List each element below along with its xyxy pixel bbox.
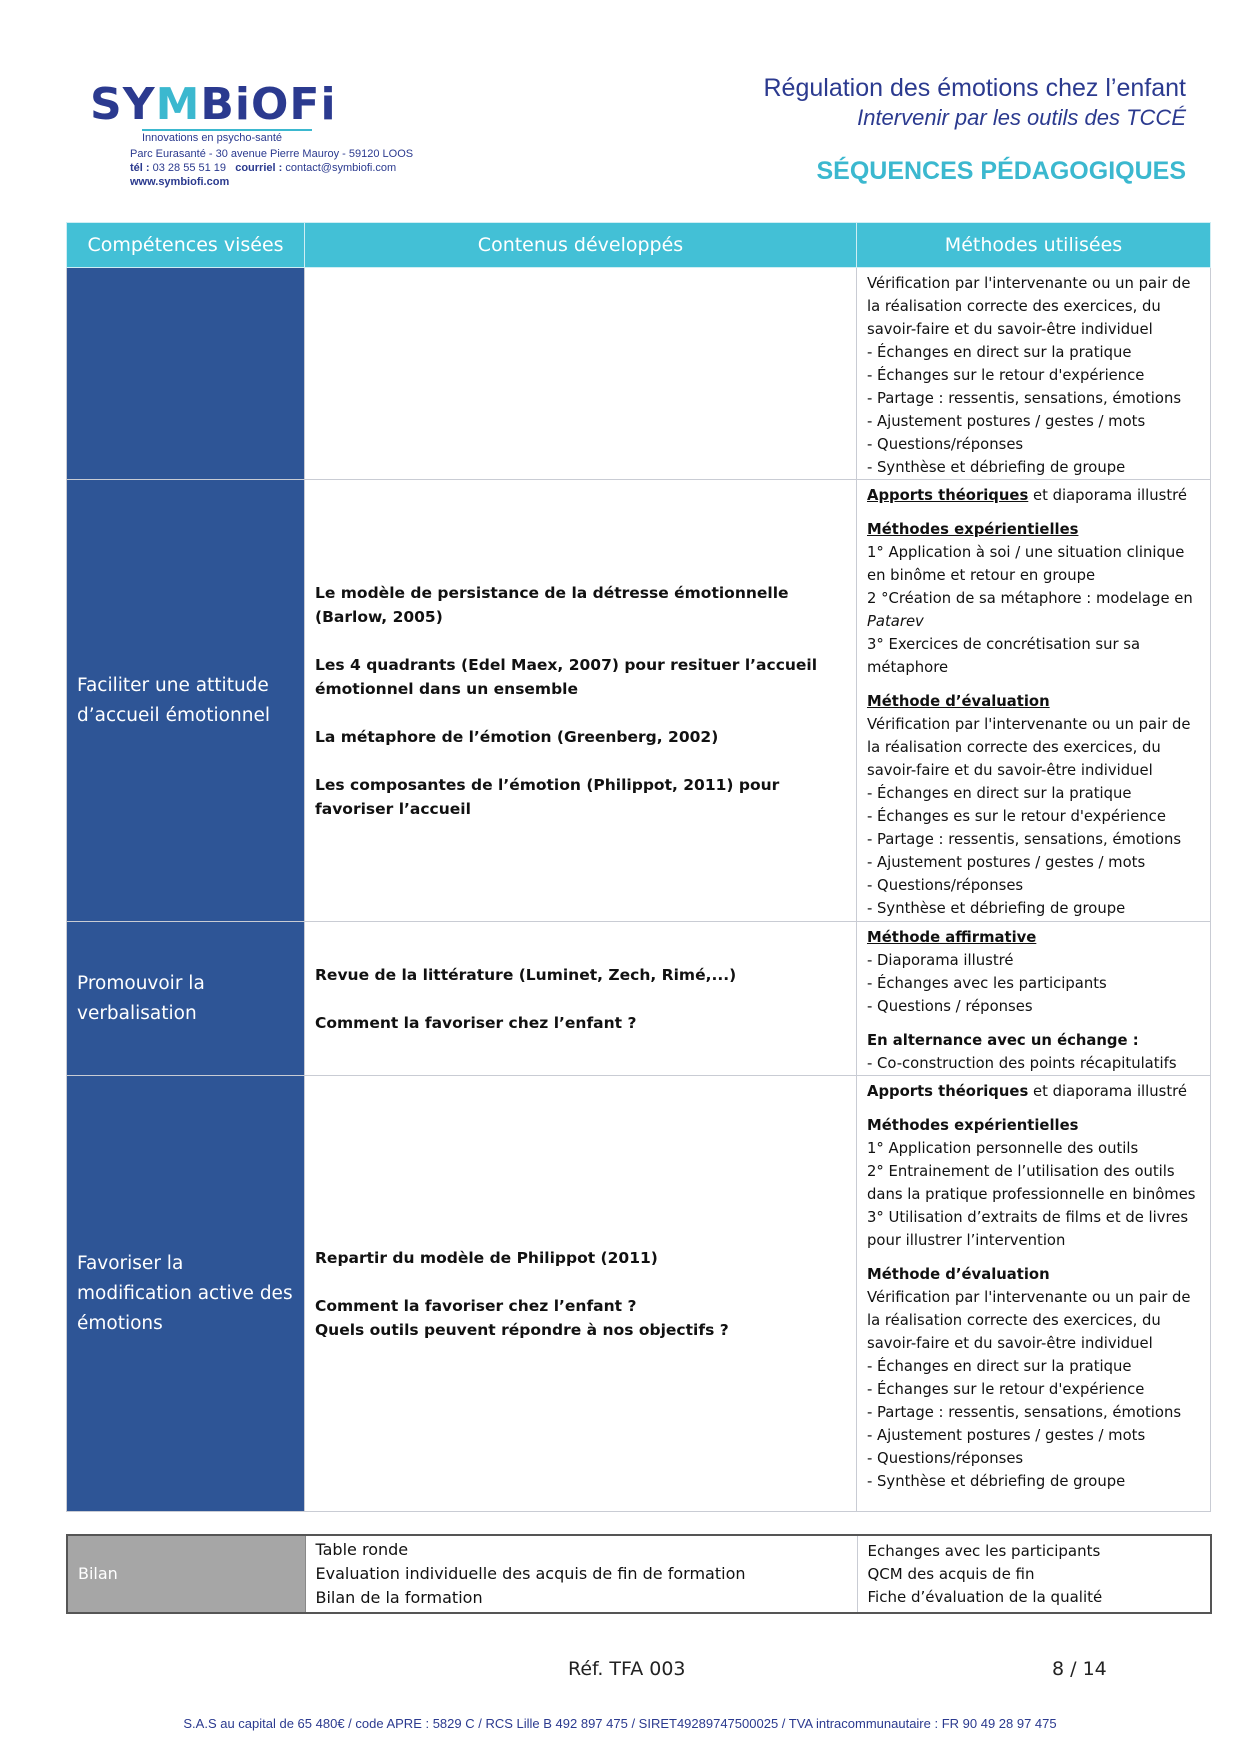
column-header-contenus: Contenus développés [305,223,857,268]
methods-cell: Vérification par l'intervenante ou un pair de la réalisation correcte des exercices, du savoir-faire et du savoir-être individuel - Échanges en direct sur la pratique - Échanges sur le retour d'expérience - Partage : ressentis, sensations, émotions - Ajustement postures / gestes / mots - Questions/réponses - Synthèse et débriefing de groupe [857,268,1211,480]
table-header-row [67,223,1211,268]
section-title: SÉQUENCES PÉDAGOGIQUES [816,157,1186,185]
document-subtitle: Intervenir par les outils des TCCÉ [857,105,1186,130]
bilan-label: Bilan [67,1535,305,1613]
table-row [67,268,1211,480]
logo-wordmark: SYMBiOFi [90,79,337,130]
document-title-block [764,74,1187,186]
methods-cell: Apports théoriques et diaporama illustré Méthodes expérientielles 1° Application à soi / une situation clinique en binôme et retour en groupe 2 °Création de sa métaphore : modelage en Patarev 3° Exercices de concrétisation sur sa métaphore Méthode d’évaluation Vérification par l'intervenante ou un pair de la réalisation correcte des exercices, du savoir-faire et du savoir-être individuel - Échanges en direct sur la pratique - Échanges es sur le retour d'expérience - Partage : ressentis, sensations, émotions - Ajustement postures / gestes / mots - Questions/réponses - Synthèse et débriefing de groupe [857,480,1211,922]
logo [90,79,450,146]
contents-cell [305,268,857,480]
table-row [67,480,1211,922]
website: www.symbiofi.com [130,176,230,188]
contents-cell: Repartir du modèle de Philippot (2011) Comment la favoriser chez l’enfant ? Quels outils peuvent répondre à nos objectifs ? [305,1076,857,1512]
competence-cell: Faciliter une attitude d’accueil émotionnel [67,480,305,922]
document-reference: Réf. TFA 003 [568,1658,686,1680]
column-header-competences: Compétences visées [67,223,305,268]
address-line: Parc Eurasanté - 30 avenue Pierre Mauroy - 59120 LOOS [130,148,414,160]
contents-cell: Revue de la littérature (Luminet, Zech, Rimé,...) Comment la favoriser chez l’enfant ? [305,922,857,1076]
legal-footer: S.A.S au capital de 65 480€ / code APRE : 5829 C / RCS Lille B 492 897 475 / SIRET49289747500025 / TVA intracommunautaire : FR 90 49 28 97 475 [183,1716,1057,1731]
contact-line: tél : 03 28 55 51 19 courriel : contact@symbiofi.com [130,162,397,174]
bilan-methods-cell: Echanges avec les participants QCM des acquis de fin Fiche d’évaluation de la qualité [857,1535,1211,1613]
contents-cell: Le modèle de persistance de la détresse émotionnelle (Barlow, 2005) Les 4 quadrants (Edel Maex, 2007) pour resituer l’accueil émotionnel dans un ensemble La métaphore de l’émotion (Greenberg, 2002) Les composantes de l’émotion (Philippot, 2011) pour favoriser l’accueil [305,480,857,922]
logo-tagline: Innovations en psycho-santé [142,129,312,144]
column-header-methodes: Méthodes utilisées [857,223,1211,268]
table-row [67,1076,1211,1512]
table-row [67,922,1211,1076]
methods-cell: Méthode affirmative - Diaporama illustré - Échanges avec les participants - Questions / réponses En alternance avec un échange : - Co-construction des points récapitulatifs [857,922,1211,1076]
competence-cell: Favoriser la modification active des émotions [67,1076,305,1512]
company-address [130,147,413,189]
page-number: 8 / 14 [1052,1658,1107,1680]
bilan-table [66,1534,1212,1614]
table-row [67,1535,1211,1613]
pedagogical-sequence-table [66,222,1211,1512]
bilan-contents-cell: Table ronde Evaluation individuelle des acquis de fin de formation Bilan de la formation [305,1535,857,1613]
document-title: Régulation des émotions chez l’enfant [763,74,1186,102]
competence-cell [67,268,305,480]
competence-cell: Promouvoir la verbalisation [67,922,305,1076]
methods-cell: Apports théoriques et diaporama illustré Méthodes expérientielles 1° Application personnelle des outils 2° Entrainement de l’utilisation des outils dans la pratique professionnelle en binômes 3° Utilisation d’extraits de films et de livres pour illustrer l’intervention Méthode d’évaluation Vérification par l'intervenante ou un pair de la réalisation correcte des exercices, du savoir-faire et du savoir-être individuel - Échanges en direct sur la pratique - Échanges sur le retour d'expérience - Partage : ressentis, sensations, émotions - Ajustement postures / gestes / mots - Questions/réponses - Synthèse et débriefing de groupe [857,1076,1211,1512]
